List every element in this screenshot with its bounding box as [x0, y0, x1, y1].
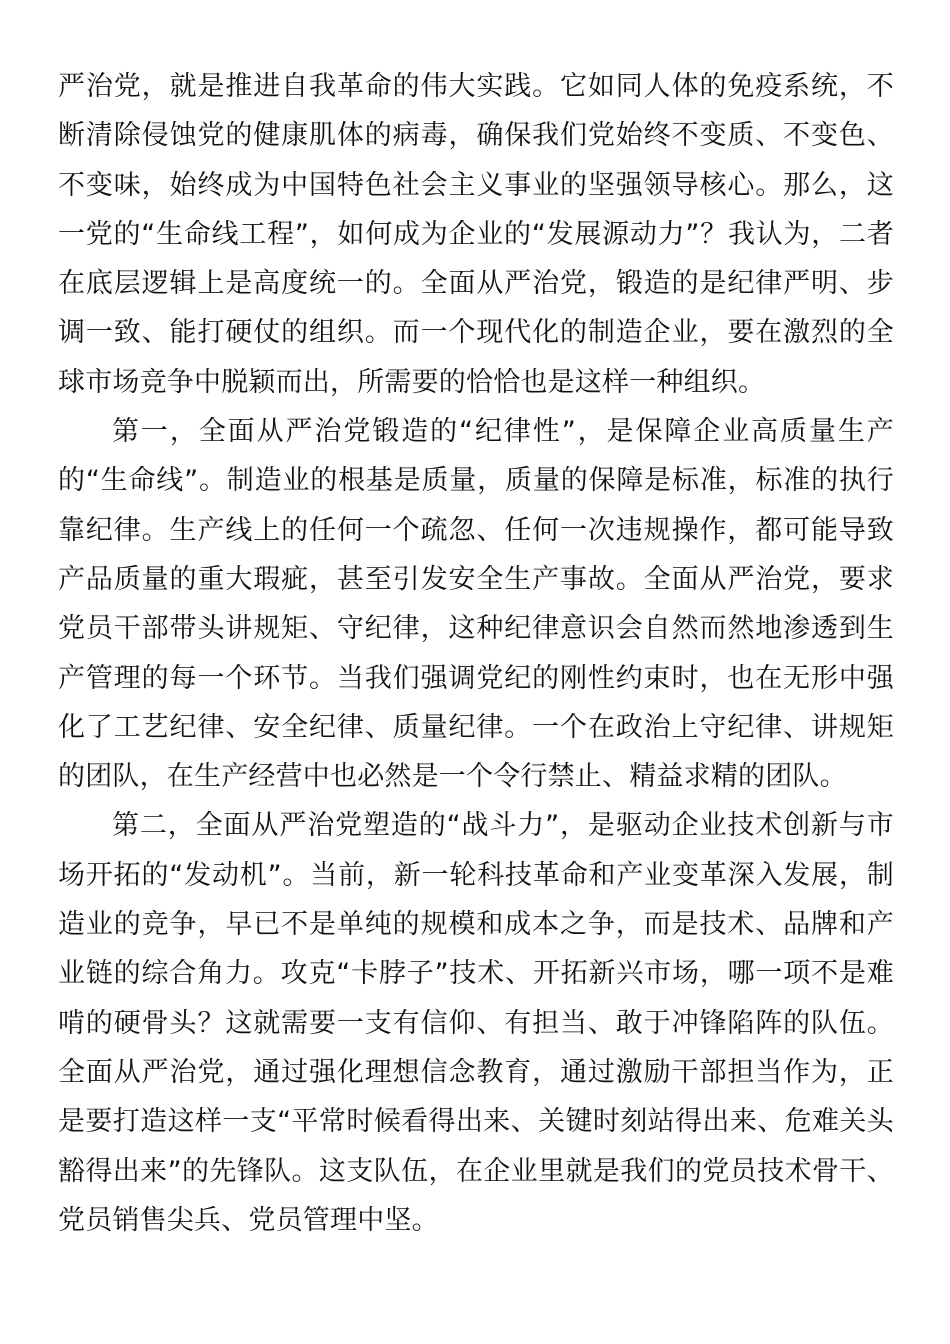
paragraph-point-two: 第二，全面从严治党塑造的“战斗力”，是驱动企业技术创新与市场开拓的“发动机”。当前，新一轮科技革命和产业变革深入发展，制造业的竞争，早已不是单纯的规模和成本之争，而是技术、品牌和产业链的综合角力。攻克“卡脖子”技术、开拓新兴市场，哪一项不是难啃的硬骨头？这就需要一支有信仰、有担当、敢于冲锋陷阵的队伍。全面从严治党，通过强化理想信念教育，通过激励干部担当作为，正是要打造这样一支“平常时候看得出来、关键时刻站得出来、危难关头豁得出来”的先锋队。这支队伍，在企业里就是我们的党员技术骨干、党员销售尖兵、党员管理中坚。: [58, 810, 894, 1236]
document-page: [58, 62, 894, 1245]
paragraph-intro: 严治党，就是推进自我革命的伟大实践。它如同人体的免疫系统，不断清除侵蚀党的健康肌体的病毒，确保我们党始终不变质、不变色、不变味，始终成为中国特色社会主义事业的坚强领导核心。那么，这一党的“生命线工程”，如何成为企业的“发展源动力”？我认为，二者在底层逻辑上是高度统一的。全面从严治党，锻造的是纪律严明、步调一致、能打硬仗的组织。而一个现代化的制造企业，要在激烈的全球市场竞争中脱颖而出，所需要的恰恰也是这样一种组织。: [58, 71, 894, 398]
paragraph-point-one: 第一，全面从严治党锻造的“纪律性”，是保障企业高质量生产的“生命线”。制造业的根基是质量，质量的保障是标准，标准的执行靠纪律。生产线上的任何一个疏忽、任何一次违规操作，都可能导致产品质量的重大瑕疵，甚至引发安全生产事故。全面从严治党，要求党员干部带头讲规矩、守纪律，这种纪律意识会自然而然地渗透到生产管理的每一个环节。当我们强调党纪的刚性约束时，也在无形中强化了工艺纪律、安全纪律、质量纪律。一个在政治上守纪律、讲规矩的团队，在生产经营中也必然是一个令行禁止、精益求精的团队。: [58, 416, 894, 793]
